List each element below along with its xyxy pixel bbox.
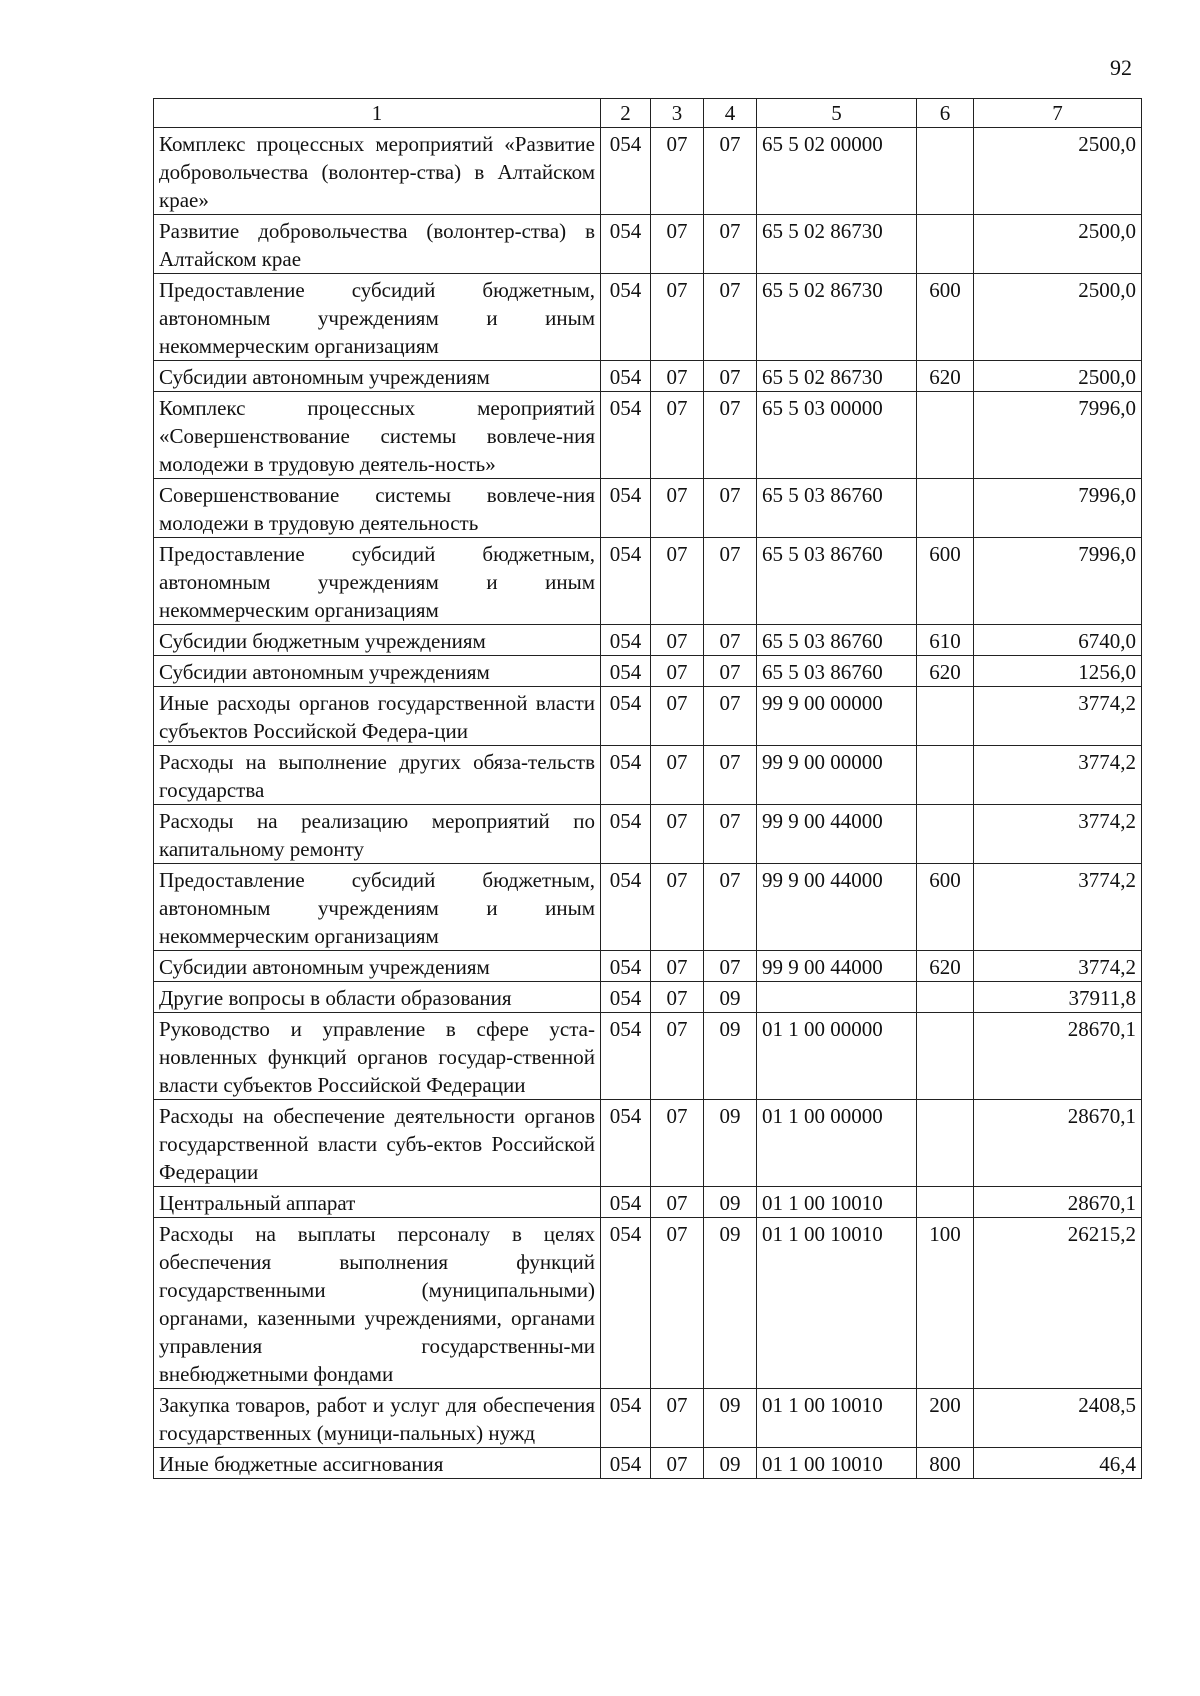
code-expense-type: 610 xyxy=(917,625,974,656)
row-name: Иные бюджетные ассигнования xyxy=(154,1448,601,1479)
code-admin: 054 xyxy=(601,687,651,746)
row-name: Предоставление субсидий бюджетным, автономным учреждениям и иным некоммерческим организациям xyxy=(154,274,601,361)
code-target: 65 5 02 00000 xyxy=(757,128,917,215)
row-name: Совершенствование системы вовлече-ния молодежи в трудовую деятельность xyxy=(154,479,601,538)
code-subsection: 09 xyxy=(704,1013,757,1100)
code-section: 07 xyxy=(651,479,704,538)
code-expense-type: 200 xyxy=(917,1389,974,1448)
table-row xyxy=(154,128,1142,215)
code-section: 07 xyxy=(651,951,704,982)
code-subsection: 09 xyxy=(704,1100,757,1187)
code-expense-type xyxy=(917,805,974,864)
row-name: Руководство и управление в сфере уста-новленных функций органов государ-ственной власти субъектов Российской Федерации xyxy=(154,1013,601,1100)
row-name: Центральный аппарат xyxy=(154,1187,601,1218)
table-row xyxy=(154,1100,1142,1187)
amount: 3774,2 xyxy=(974,746,1142,805)
code-target: 99 9 00 44000 xyxy=(757,805,917,864)
code-expense-type: 600 xyxy=(917,538,974,625)
code-admin: 054 xyxy=(601,361,651,392)
amount: 2500,0 xyxy=(974,274,1142,361)
code-admin: 054 xyxy=(601,1187,651,1218)
code-subsection: 07 xyxy=(704,656,757,687)
amount: 28670,1 xyxy=(974,1013,1142,1100)
code-expense-type: 620 xyxy=(917,656,974,687)
code-subsection: 07 xyxy=(704,215,757,274)
code-target: 99 9 00 44000 xyxy=(757,864,917,951)
amount: 1256,0 xyxy=(974,656,1142,687)
code-admin: 054 xyxy=(601,128,651,215)
row-name: Расходы на выполнение других обяза-тельств государства xyxy=(154,746,601,805)
code-admin: 054 xyxy=(601,864,651,951)
code-expense-type xyxy=(917,982,974,1013)
amount: 37911,8 xyxy=(974,982,1142,1013)
table-row xyxy=(154,1218,1142,1389)
column-header-1: 1 xyxy=(154,99,601,128)
code-subsection: 09 xyxy=(704,1389,757,1448)
code-section: 07 xyxy=(651,864,704,951)
amount: 26215,2 xyxy=(974,1218,1142,1389)
code-target: 65 5 02 86730 xyxy=(757,274,917,361)
code-section: 07 xyxy=(651,1218,704,1389)
row-name: Субсидии автономным учреждениям xyxy=(154,656,601,687)
code-subsection: 07 xyxy=(704,625,757,656)
row-name: Субсидии автономным учреждениям xyxy=(154,951,601,982)
code-subsection: 07 xyxy=(704,392,757,479)
code-section: 07 xyxy=(651,1187,704,1218)
code-admin: 054 xyxy=(601,746,651,805)
code-target: 65 5 03 86760 xyxy=(757,479,917,538)
code-section: 07 xyxy=(651,1100,704,1187)
table-row xyxy=(154,1389,1142,1448)
code-subsection: 07 xyxy=(704,951,757,982)
amount: 3774,2 xyxy=(974,864,1142,951)
code-section: 07 xyxy=(651,805,704,864)
code-subsection: 09 xyxy=(704,1187,757,1218)
code-section: 07 xyxy=(651,625,704,656)
column-header-4: 4 xyxy=(704,99,757,128)
code-admin: 054 xyxy=(601,625,651,656)
table-row xyxy=(154,625,1142,656)
code-target: 01 1 00 10010 xyxy=(757,1389,917,1448)
code-section: 07 xyxy=(651,687,704,746)
code-subsection: 07 xyxy=(704,479,757,538)
code-admin: 054 xyxy=(601,1389,651,1448)
column-header-6: 6 xyxy=(917,99,974,128)
code-subsection: 07 xyxy=(704,274,757,361)
amount: 3774,2 xyxy=(974,805,1142,864)
code-expense-type xyxy=(917,479,974,538)
code-section: 07 xyxy=(651,538,704,625)
table-row xyxy=(154,274,1142,361)
table-row xyxy=(154,1448,1142,1479)
code-section: 07 xyxy=(651,746,704,805)
code-target: 99 9 00 00000 xyxy=(757,687,917,746)
table-row xyxy=(154,1013,1142,1100)
column-header-3: 3 xyxy=(651,99,704,128)
amount: 7996,0 xyxy=(974,479,1142,538)
code-target: 01 1 00 10010 xyxy=(757,1187,917,1218)
code-subsection: 07 xyxy=(704,746,757,805)
code-admin: 054 xyxy=(601,1218,651,1389)
table-row xyxy=(154,479,1142,538)
code-expense-type: 800 xyxy=(917,1448,974,1479)
code-admin: 054 xyxy=(601,656,651,687)
table-row xyxy=(154,864,1142,951)
row-name: Субсидии бюджетным учреждениям xyxy=(154,625,601,656)
code-subsection: 07 xyxy=(704,864,757,951)
row-name: Расходы на выплаты персоналу в целях обеспечения выполнения функций государственными (муниципальными) органами, казенными учреждениями, органами управления государственны-ми внебюджетными фондами xyxy=(154,1218,601,1389)
code-target xyxy=(757,982,917,1013)
code-target: 65 5 03 86760 xyxy=(757,625,917,656)
amount: 7996,0 xyxy=(974,538,1142,625)
column-header-5: 5 xyxy=(757,99,917,128)
amount: 28670,1 xyxy=(974,1100,1142,1187)
code-subsection: 09 xyxy=(704,1448,757,1479)
code-admin: 054 xyxy=(601,538,651,625)
amount: 2500,0 xyxy=(974,128,1142,215)
code-subsection: 09 xyxy=(704,982,757,1013)
code-section: 07 xyxy=(651,128,704,215)
budget-table xyxy=(153,98,1142,1479)
row-name: Другие вопросы в области образования xyxy=(154,982,601,1013)
code-subsection: 07 xyxy=(704,128,757,215)
code-section: 07 xyxy=(651,656,704,687)
row-name: Расходы на реализацию мероприятий по капитальному ремонту xyxy=(154,805,601,864)
table-header-row xyxy=(154,99,1142,128)
row-name: Закупка товаров, работ и услуг для обеспечения государственных (муници-пальных) нужд xyxy=(154,1389,601,1448)
code-expense-type: 620 xyxy=(917,951,974,982)
code-target: 99 9 00 44000 xyxy=(757,951,917,982)
code-target: 65 5 03 86760 xyxy=(757,538,917,625)
code-subsection: 07 xyxy=(704,805,757,864)
row-name: Иные расходы органов государственной власти субъектов Российской Федера-ции xyxy=(154,687,601,746)
code-target: 01 1 00 00000 xyxy=(757,1013,917,1100)
code-admin: 054 xyxy=(601,479,651,538)
row-name: Предоставление субсидий бюджетным, автономным учреждениям и иным некоммерческим организациям xyxy=(154,538,601,625)
amount: 6740,0 xyxy=(974,625,1142,656)
code-section: 07 xyxy=(651,1013,704,1100)
code-section: 07 xyxy=(651,1389,704,1448)
column-header-2: 2 xyxy=(601,99,651,128)
code-expense-type xyxy=(917,392,974,479)
amount: 2500,0 xyxy=(974,361,1142,392)
code-target: 65 5 03 86760 xyxy=(757,656,917,687)
code-target: 01 1 00 00000 xyxy=(757,1100,917,1187)
column-header-7: 7 xyxy=(974,99,1142,128)
code-subsection: 07 xyxy=(704,361,757,392)
code-subsection: 07 xyxy=(704,538,757,625)
row-name: Развитие добровольчества (волонтер-ства) в Алтайском крае xyxy=(154,215,601,274)
table-row xyxy=(154,1187,1142,1218)
amount: 46,4 xyxy=(974,1448,1142,1479)
code-expense-type xyxy=(917,746,974,805)
code-subsection: 09 xyxy=(704,1218,757,1389)
amount: 28670,1 xyxy=(974,1187,1142,1218)
page-number: 92 xyxy=(1110,55,1132,80)
code-section: 07 xyxy=(651,1448,704,1479)
table-row xyxy=(154,687,1142,746)
code-expense-type xyxy=(917,1100,974,1187)
code-expense-type xyxy=(917,128,974,215)
code-section: 07 xyxy=(651,215,704,274)
code-expense-type: 600 xyxy=(917,864,974,951)
code-section: 07 xyxy=(651,274,704,361)
code-expense-type xyxy=(917,1013,974,1100)
amount: 2408,5 xyxy=(974,1389,1142,1448)
code-expense-type: 620 xyxy=(917,361,974,392)
amount: 7996,0 xyxy=(974,392,1142,479)
code-admin: 054 xyxy=(601,392,651,479)
table-body xyxy=(154,128,1142,1479)
code-admin: 054 xyxy=(601,274,651,361)
code-admin: 054 xyxy=(601,805,651,864)
code-target: 01 1 00 10010 xyxy=(757,1218,917,1389)
table-row xyxy=(154,951,1142,982)
row-name: Субсидии автономным учреждениям xyxy=(154,361,601,392)
table-row xyxy=(154,361,1142,392)
code-section: 07 xyxy=(651,982,704,1013)
code-target: 65 5 03 00000 xyxy=(757,392,917,479)
row-name: Предоставление субсидий бюджетным, автономным учреждениям и иным некоммерческим организациям xyxy=(154,864,601,951)
code-section: 07 xyxy=(651,361,704,392)
code-admin: 054 xyxy=(601,1013,651,1100)
code-expense-type: 100 xyxy=(917,1218,974,1389)
code-section: 07 xyxy=(651,392,704,479)
code-expense-type xyxy=(917,1187,974,1218)
amount: 3774,2 xyxy=(974,951,1142,982)
code-target: 65 5 02 86730 xyxy=(757,215,917,274)
table-row xyxy=(154,805,1142,864)
row-name: Комплекс процессных мероприятий «Совершенствование системы вовлече-ния молодежи в трудовую деятель-ность» xyxy=(154,392,601,479)
amount: 2500,0 xyxy=(974,215,1142,274)
code-admin: 054 xyxy=(601,215,651,274)
code-target: 65 5 02 86730 xyxy=(757,361,917,392)
code-admin: 054 xyxy=(601,1100,651,1187)
code-expense-type xyxy=(917,687,974,746)
amount: 3774,2 xyxy=(974,687,1142,746)
table-row xyxy=(154,656,1142,687)
row-name: Расходы на обеспечение деятельности органов государственной власти субъ-ектов Российской Федерации xyxy=(154,1100,601,1187)
code-admin: 054 xyxy=(601,951,651,982)
table-row xyxy=(154,392,1142,479)
table-row xyxy=(154,215,1142,274)
table-row xyxy=(154,746,1142,805)
code-expense-type: 600 xyxy=(917,274,974,361)
row-name: Комплекс процессных мероприятий «Развитие добровольчества (волонтер-ства) в Алтайском крае» xyxy=(154,128,601,215)
code-expense-type xyxy=(917,215,974,274)
table-row xyxy=(154,982,1142,1013)
code-admin: 054 xyxy=(601,1448,651,1479)
table-row xyxy=(154,538,1142,625)
code-subsection: 07 xyxy=(704,687,757,746)
code-admin: 054 xyxy=(601,982,651,1013)
code-target: 99 9 00 00000 xyxy=(757,746,917,805)
code-target: 01 1 00 10010 xyxy=(757,1448,917,1479)
